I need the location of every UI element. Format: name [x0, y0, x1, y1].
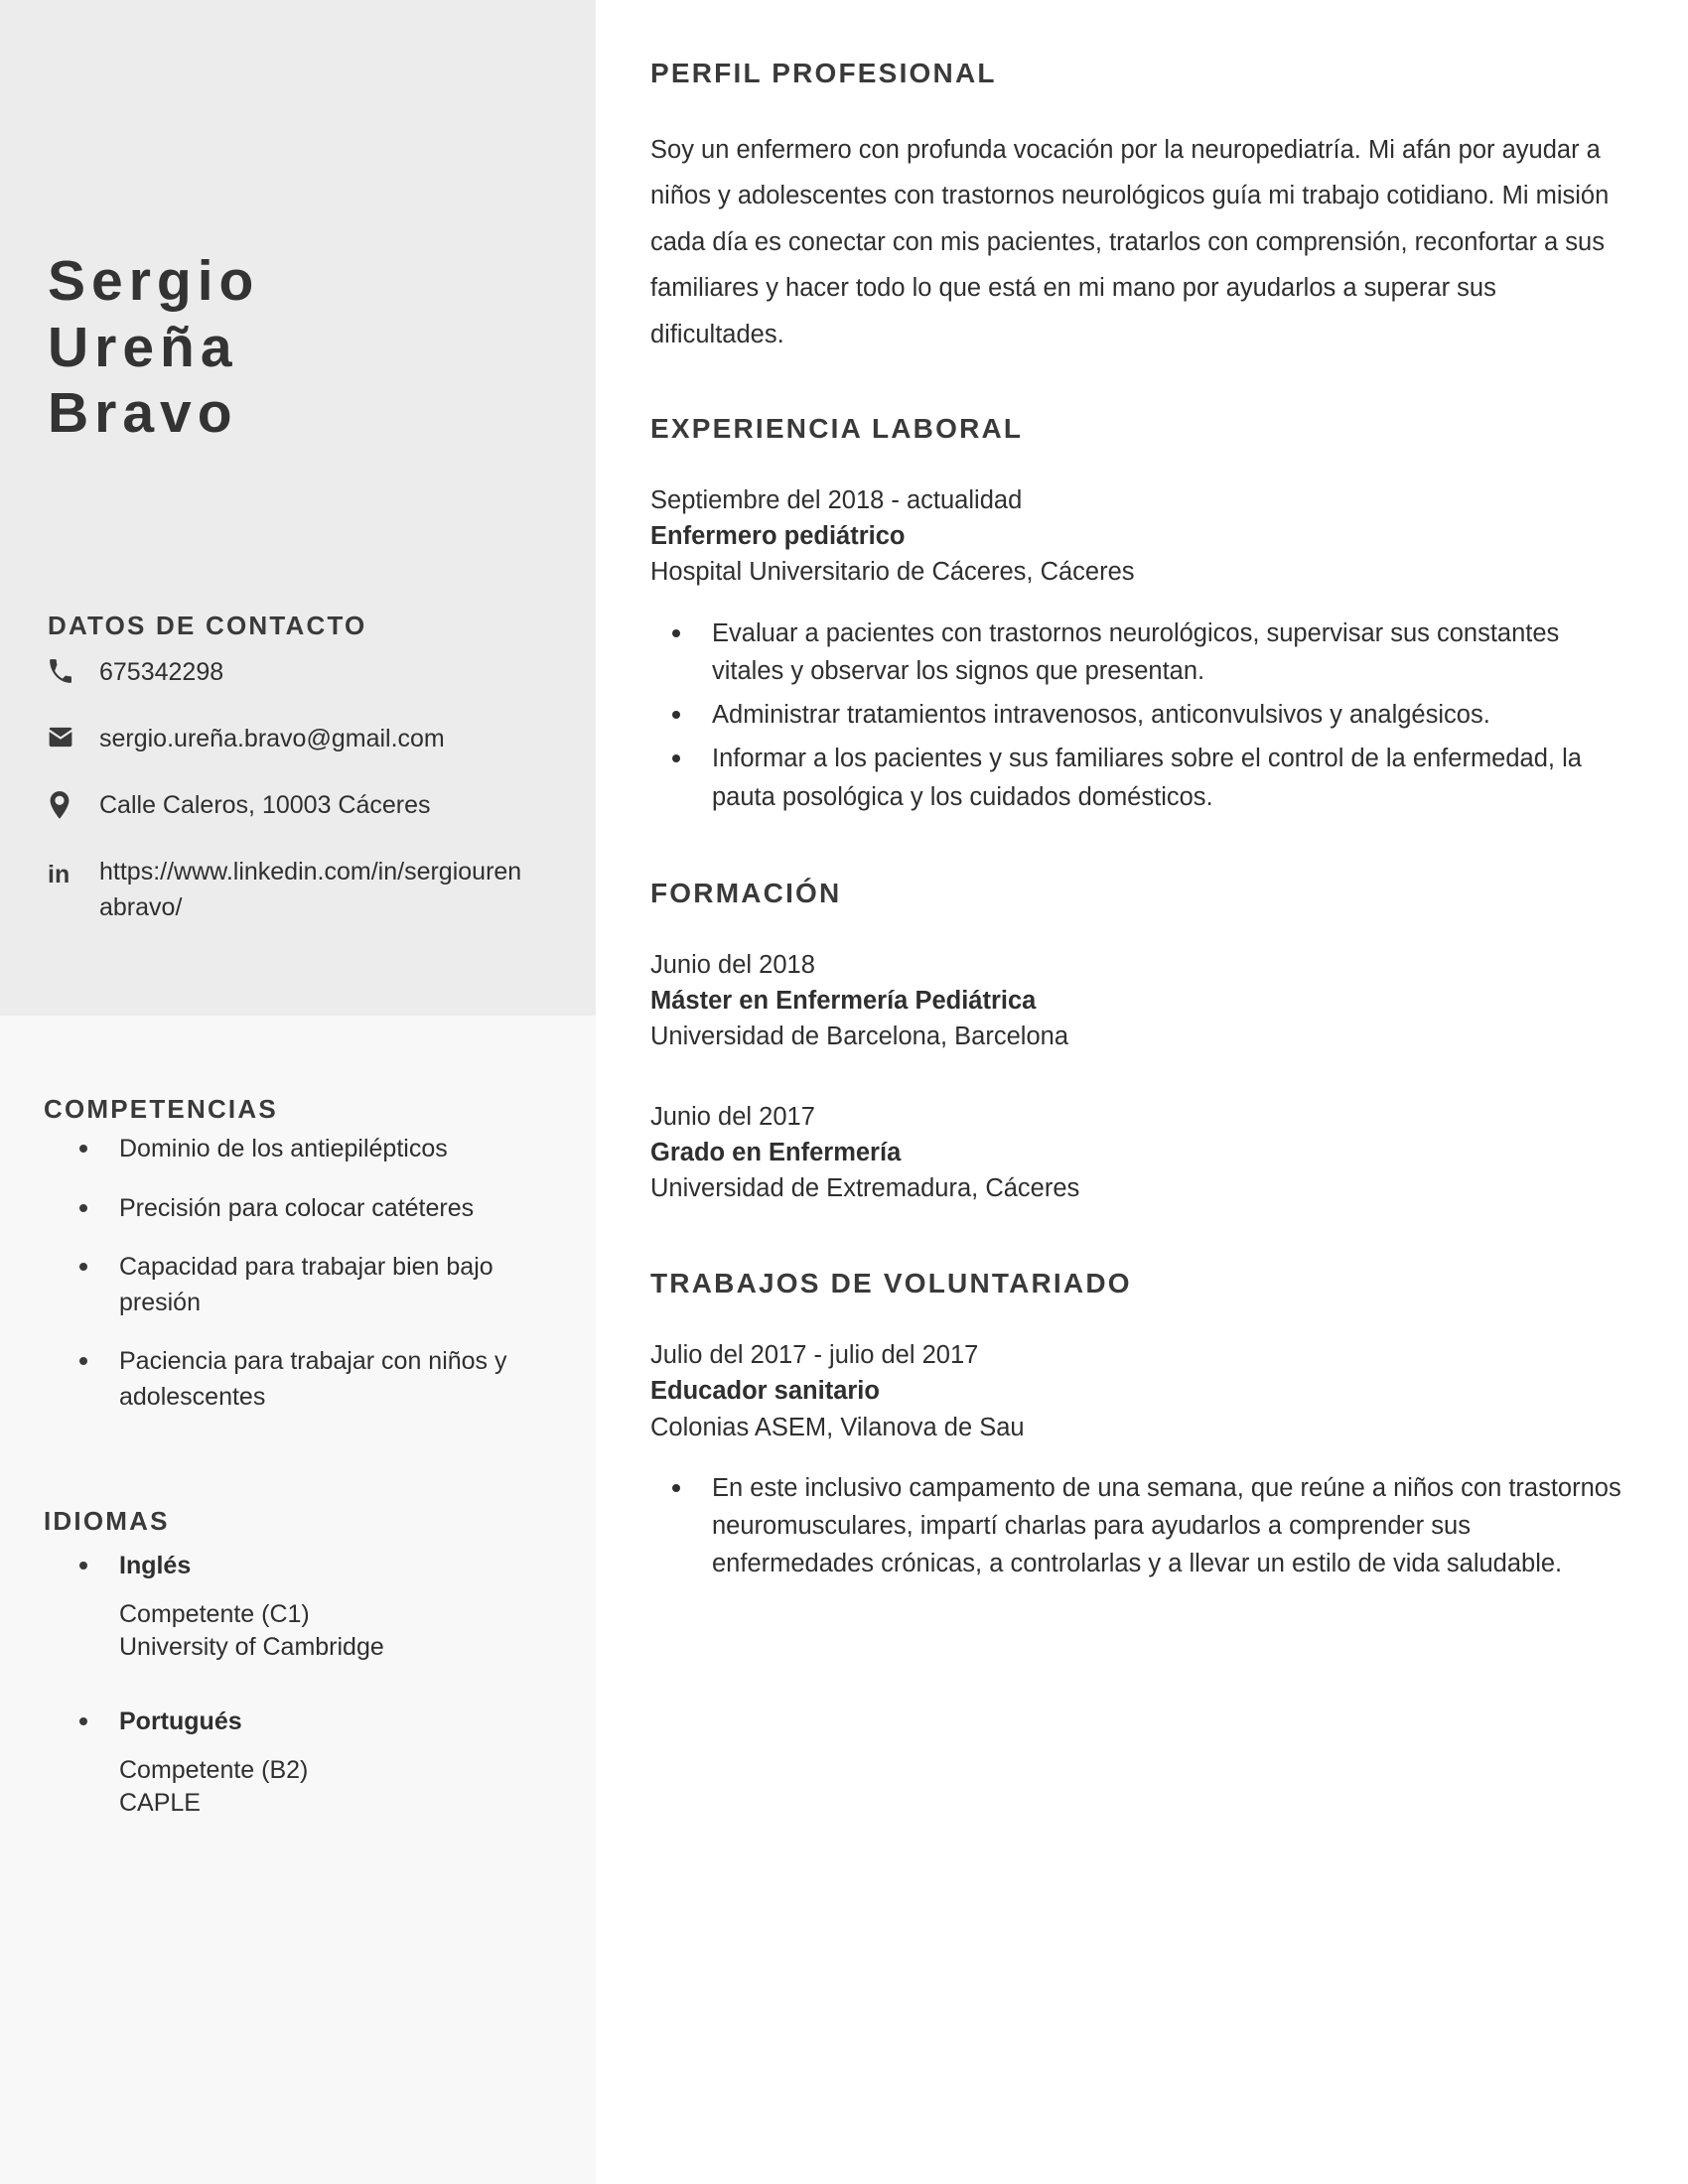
profile-section [650, 58, 1633, 357]
entry-degree: Grado en Enfermería [650, 1138, 902, 1166]
profile-text: Soy un enfermero con profunda vocación por la neuropediatría. Mi afán por ayudar a niños y adolescentes con trastornos neurológicos guía mi trabajo cotidiano. Mi misión cada día es conectar con mis pacientes, tratarlos con comprensión, reconfortar a sus familiares y hacer todo lo que está en mi mano por ayudarlos a superar sus dificultades. [650, 136, 1610, 348]
entry-date: Junio del 2017 [650, 1102, 815, 1131]
envelope-icon [48, 722, 99, 751]
experience-section [650, 413, 1633, 816]
skills-list [48, 1132, 554, 1438]
language-detail [119, 1598, 554, 1666]
entry-institution: Universidad de Barcelona, Barcelona [650, 1023, 1068, 1051]
sidebar-content [0, 0, 596, 2184]
contact-item-email[interactable] [48, 722, 564, 761]
entry-role: Enfermero pediátrico [650, 522, 906, 551]
name-line-third: Bravo [48, 381, 238, 446]
linkedin-glyph: in [48, 861, 70, 888]
education-section-heading: FORMACIÓN [650, 877, 842, 908]
phone-icon [48, 655, 99, 684]
language-institution: CAPLE [119, 1789, 201, 1818]
list-item: Dominio de los antiepilépticos [48, 1132, 554, 1167]
entry-degree: Máster en Enfermería Pediátrica [650, 987, 1037, 1016]
list-item: En este inclusivo campamento de una semana, que reúne a niños con trastornos neuromusculares, impartí charlas para ayudarlos a comprender sus enfermedades crónicas, a controlarlas y a llevar un estilo de vida saludable. [650, 1469, 1633, 1583]
entry-date: Septiembre del 2018 - actualidad [650, 486, 1023, 515]
map-pin-icon [48, 788, 99, 819]
contact-item-linkedin[interactable] [48, 855, 564, 925]
language-detail [119, 1754, 554, 1822]
experience-section-heading: EXPERIENCIA LABORAL [650, 413, 1024, 445]
education-entry [650, 947, 1633, 1055]
entry-bullet-list [650, 1469, 1633, 1583]
name-line-second: Ureña [48, 315, 238, 379]
contact-item-phone[interactable] [48, 655, 564, 695]
languages-list [48, 1549, 554, 1860]
skills-section-heading: COMPETENCIAS [44, 1093, 278, 1124]
list-item [48, 1549, 554, 1665]
volunteer-section [650, 1268, 1633, 1582]
entry-organization: Colonias ASEM, Vilanova de Sau [650, 1413, 1025, 1441]
contact-list [48, 655, 564, 952]
language-institution: University of Cambridge [119, 1633, 384, 1662]
list-item [48, 1705, 554, 1821]
entry-institution: Universidad de Extremadura, Cáceres [650, 1173, 1080, 1202]
entry-bullet-list [650, 614, 1633, 816]
entry-role: Educador sanitario [650, 1377, 880, 1406]
languages-section-heading: IDIOMAS [44, 1505, 170, 1536]
entry-date: Julio del 2017 - julio del 2017 [650, 1341, 979, 1370]
list-item: Informar a los pacientes y sus familiares sobre el control de la enfermedad, la pauta posológica y los cuidados domésticos. [650, 740, 1633, 816]
sidebar [0, 0, 596, 2184]
language-name: Inglés [119, 1552, 192, 1579]
contact-address-value: Calle Caleros, 10003 Cáceres [99, 791, 431, 819]
list-item: Precisión para colocar catéteres [48, 1191, 554, 1227]
contact-item-address[interactable] [48, 788, 564, 828]
contact-phone-value: 675342298 [99, 658, 224, 686]
list-item: Capacidad para trabajar bien bajo presión [48, 1250, 554, 1320]
list-item: Paciencia para trabajar con niños y adolescentes [48, 1344, 554, 1415]
education-entry [650, 1099, 1633, 1207]
list-item: Evaluar a pacientes con trastornos neurológicos, supervisar sus constantes vitales y observar los signos que presentan. [650, 614, 1633, 691]
candidate-name [48, 248, 564, 447]
contact-section-heading: DATOS DE CONTACTO [48, 610, 367, 640]
contact-email-value: sergio.ureña.bravo@gmail.com [99, 725, 445, 752]
main-column [650, 0, 1633, 1588]
language-level: Competente (B2) [119, 1755, 309, 1784]
list-item: Administrar tratamientos intravenosos, anticonvulsivos y analgésicos. [650, 696, 1633, 734]
volunteer-section-heading: TRABAJOS DE VOLUNTARIADO [650, 1268, 1132, 1299]
profile-section-heading: PERFIL PROFESIONAL [650, 58, 997, 88]
language-name: Portugués [119, 1707, 242, 1735]
linkedin-icon [48, 855, 99, 887]
experience-entry [650, 482, 1633, 816]
contact-linkedin-value: https://www.linkedin.com/in/sergiourenabravo/ [99, 858, 522, 921]
education-section [650, 878, 1633, 1206]
name-line-first: Sergio [48, 249, 260, 313]
language-level: Competente (C1) [119, 1599, 310, 1628]
volunteer-entry [650, 1337, 1633, 1582]
entry-date: Junio del 2018 [650, 950, 815, 979]
entry-organization: Hospital Universitario de Cáceres, Cáceres [650, 558, 1135, 587]
